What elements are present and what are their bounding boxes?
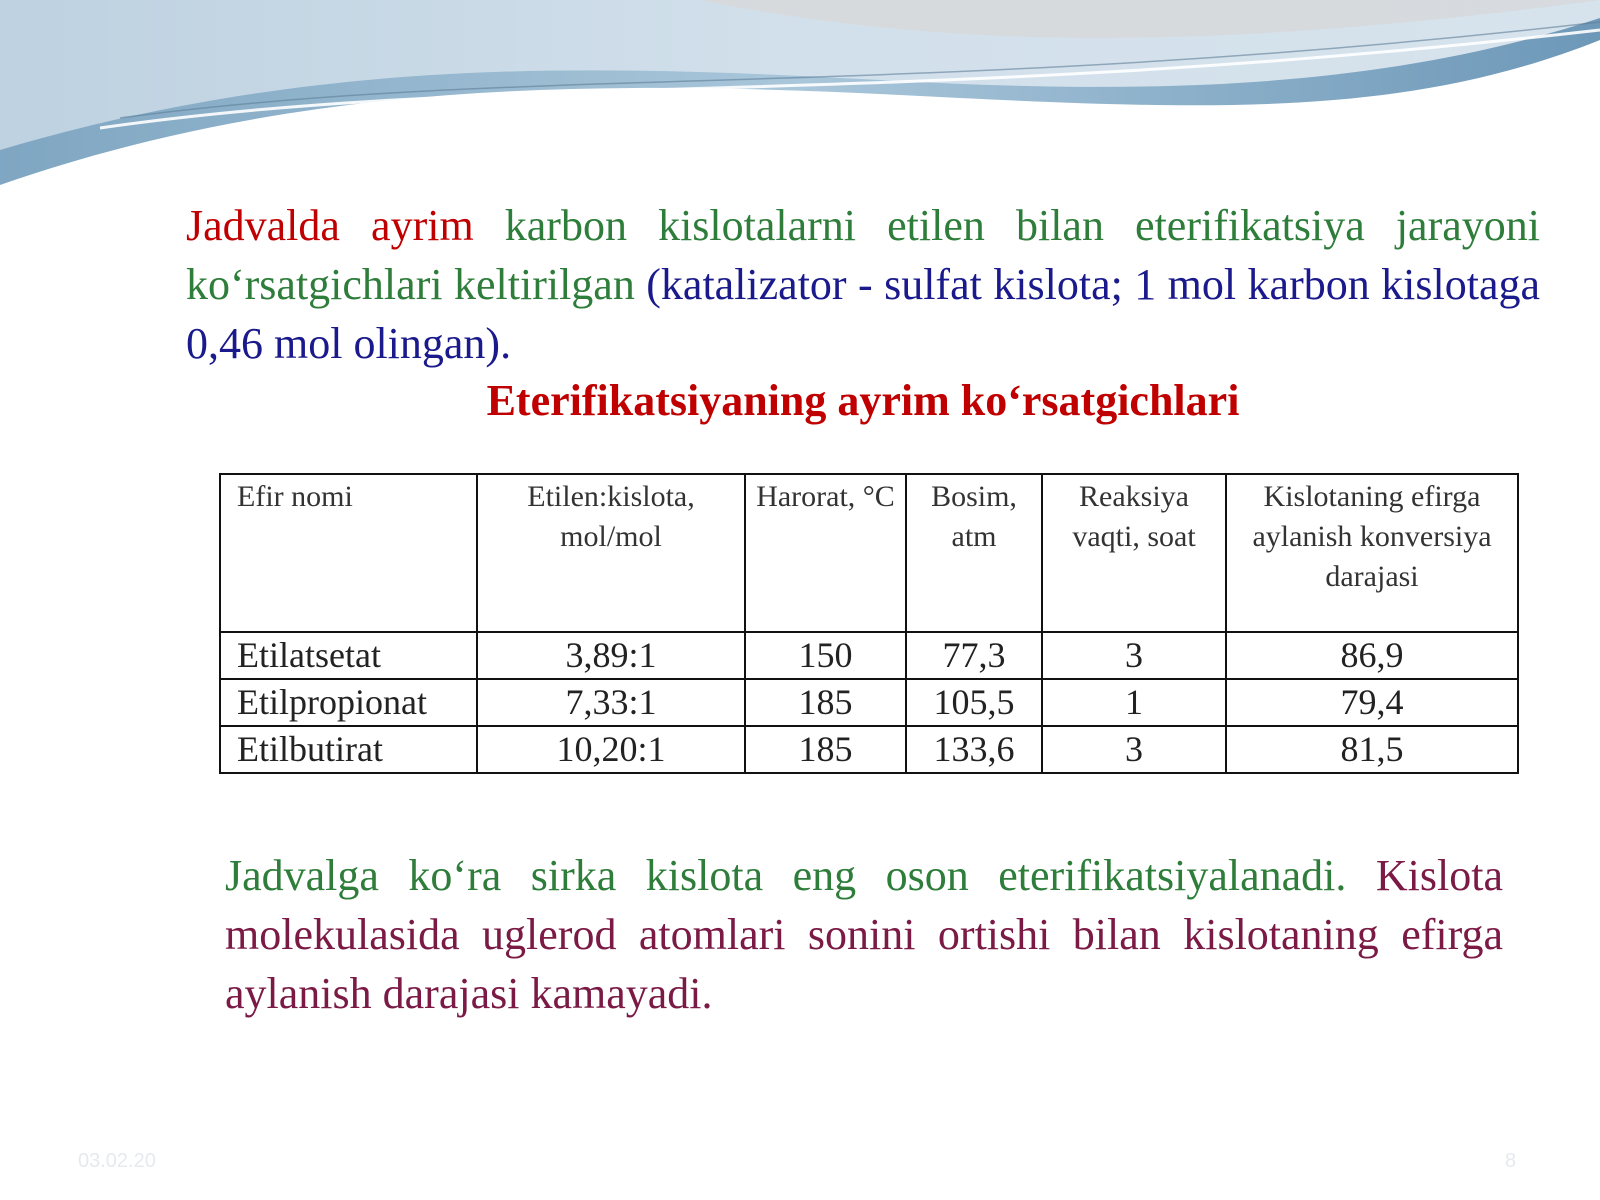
table-cell: 79,4 xyxy=(1226,679,1518,726)
column-header: Reaksiya vaqti, soat xyxy=(1042,474,1226,632)
table-cell: 185 xyxy=(745,726,906,773)
table-cell: 10,20:1 xyxy=(477,726,745,773)
column-header: Harorat, °C xyxy=(745,474,906,632)
column-header: Bosim, atm xyxy=(906,474,1042,632)
table-row xyxy=(220,726,1518,773)
table-header-row xyxy=(220,474,1518,632)
column-header: Efir nomi xyxy=(220,474,477,632)
conclusion-green-text: Jadvalga ko‘ra sirka kislota eng oson eterifikatsiyalanadi. xyxy=(225,851,1347,900)
column-header: Kislotaning efirga aylanish konversiya darajasi xyxy=(1226,474,1518,632)
table-row xyxy=(220,632,1518,679)
slide-number: 8 xyxy=(1505,1150,1517,1172)
table-cell: 150 xyxy=(745,632,906,679)
table-row xyxy=(220,679,1518,726)
table-title: Eterifikatsiyaning ayrim ko‘rsatgichlari xyxy=(486,376,1240,425)
table-cell: 1 xyxy=(1042,679,1226,726)
header-wave-decoration xyxy=(0,0,1600,190)
table-cell: Etilpropionat xyxy=(220,679,477,726)
table-cell: 3 xyxy=(1042,726,1226,773)
intro-blue-text: (katalizator - sulfat kislota; 1 mol karbon kislotaga 0,46 mol olingan). xyxy=(186,260,1541,368)
table-cell: 3 xyxy=(1042,632,1226,679)
table-cell: 81,5 xyxy=(1226,726,1518,773)
column-header: Etilen:kislota, mol/mol xyxy=(477,474,745,632)
intro-green-text: karbon kislotalarni etilen bilan eterifikatsiya jarayoni ko‘rsatgichlari keltirilgan xyxy=(186,201,1540,309)
table-cell: 77,3 xyxy=(906,632,1042,679)
table-cell: Etilbutirat xyxy=(220,726,477,773)
table-cell: Etilatsetat xyxy=(220,632,477,679)
table-cell: 3,89:1 xyxy=(477,632,745,679)
table-cell: 185 xyxy=(745,679,906,726)
table-cell: 105,5 xyxy=(906,679,1042,726)
conclusion-maroon-text: Kislota molekulasida uglerod atomlari sonini ortishi bilan kislotaning efirga aylanish darajasi kamayadi. xyxy=(225,851,1504,1018)
footer-date: 03.02.20 xyxy=(78,1150,156,1172)
esterification-table xyxy=(219,473,1519,774)
conclusion-paragraph xyxy=(225,846,1503,1023)
table-cell: 133,6 xyxy=(906,726,1042,773)
table-cell: 7,33:1 xyxy=(477,679,745,726)
table-cell: 86,9 xyxy=(1226,632,1518,679)
intro-paragraph xyxy=(186,196,1540,373)
intro-red-text: Jadvalda ayrim xyxy=(186,201,474,250)
